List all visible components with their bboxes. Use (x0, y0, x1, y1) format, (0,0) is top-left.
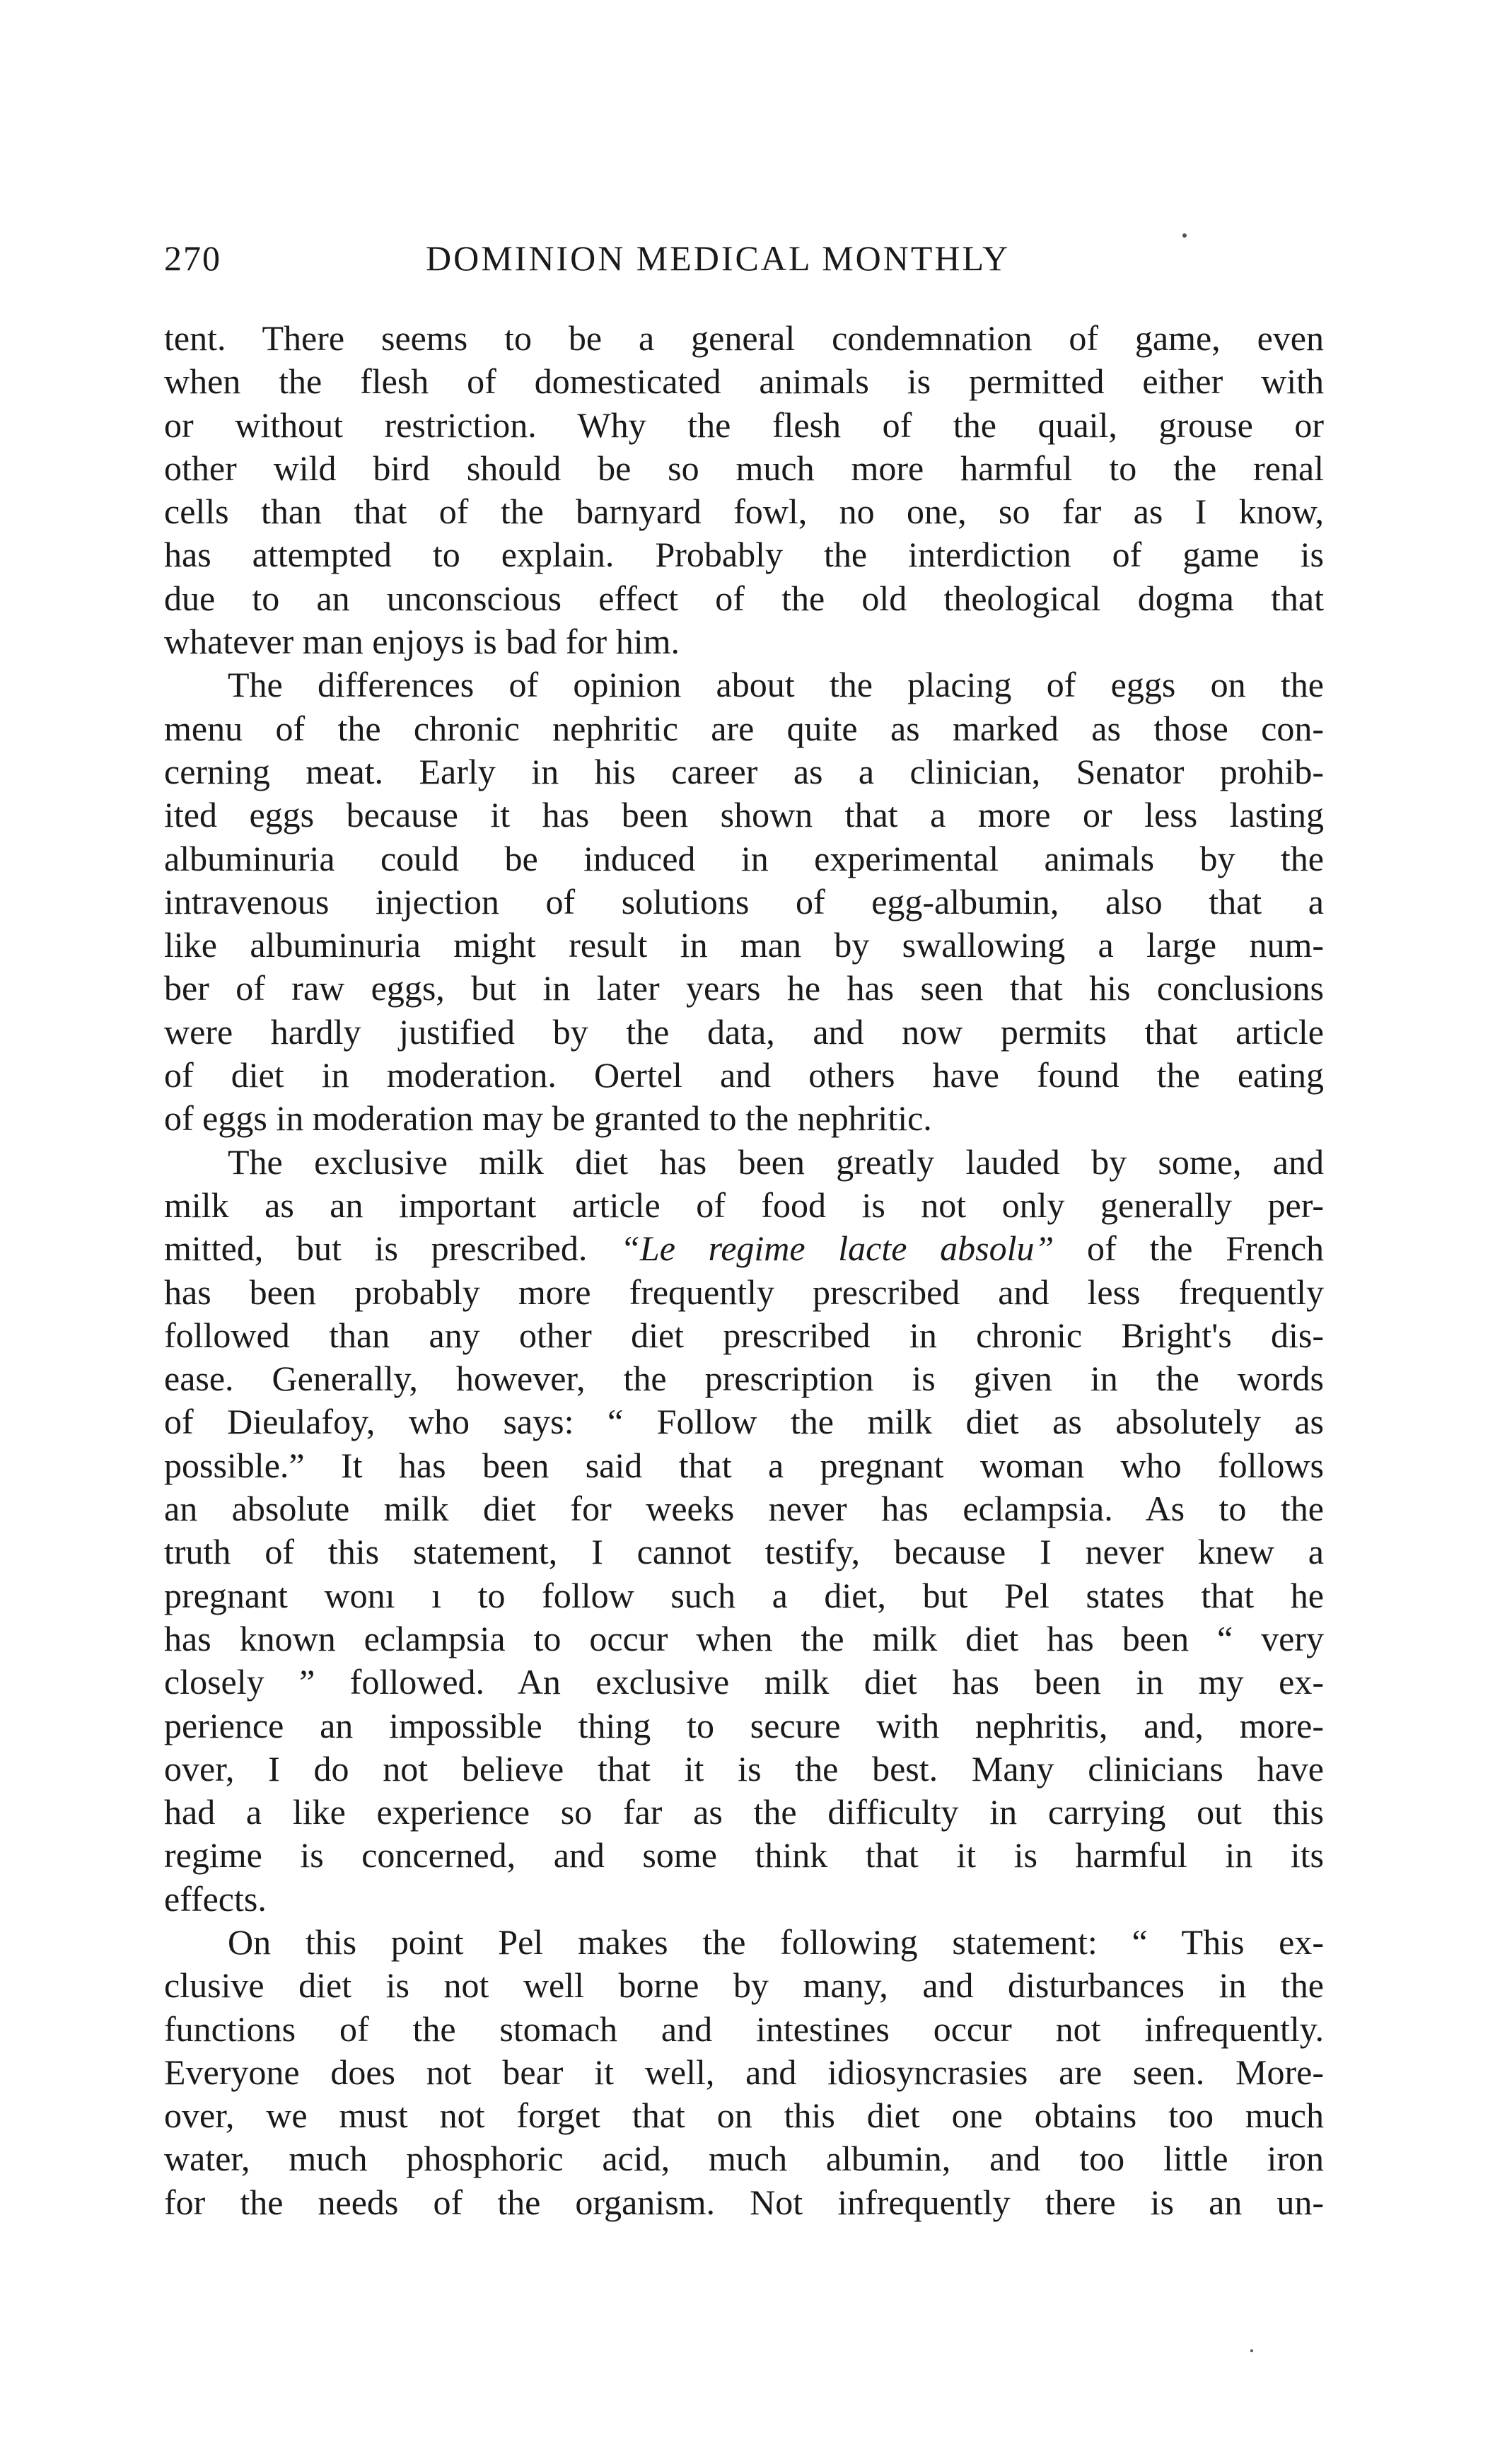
running-head (164, 233, 1324, 283)
text-line: closely ” followed. An exclusive milk diet has been in my ex- (164, 1662, 1324, 1702)
text-line: water, much phosphoric acid, much albumin, and too little iron (164, 2139, 1324, 2179)
text-line: followed than any other diet prescribed in chronic Bright's dis- (164, 1315, 1324, 1355)
text-line: over, I do not believe that it is the best. Many clinicians have (164, 1748, 1324, 1789)
text-line: for the needs of the organism. Not infrequently there is an un- (164, 2182, 1324, 2222)
ink-speck (1182, 233, 1187, 238)
text-line: Everyone does not bear it well, and idiosyncrasies are seen. More- (164, 2052, 1324, 2092)
text-line: an absolute milk diet for weeks never has eclampsia. As to the (164, 1489, 1324, 1529)
text-line: when the flesh of domesticated animals is permitted either with (164, 361, 1324, 402)
text-line: tent. There seems to be a general condemnation of game, even (164, 318, 1324, 358)
text-line: albuminuria could be induced in experimental animals by the (164, 838, 1324, 878)
text-line: cells than that of the barnyard fowl, no one, so far as I know, (164, 492, 1324, 532)
text-line: has attempted to explain. Probably the interdiction of game is (164, 535, 1324, 575)
text-line: milk as an important article of food is not only generally per- (164, 1185, 1324, 1225)
text-line: had a like experience so far as the difficulty in carrying out this (164, 1792, 1324, 1832)
text-line: over, we must not forget that on this diet one obtains too much (164, 2095, 1324, 2136)
ink-speck (1250, 2349, 1253, 2352)
journal-title: DOMINION MEDICAL MONTHLY (426, 238, 1011, 278)
text-line: or without restriction. Why the flesh of the quail, grouse or (164, 405, 1324, 445)
text-fragment: of the French (1087, 1228, 1325, 1269)
text-line: of diet in moderation. Oertel and others have found the eating (164, 1055, 1324, 1095)
text-line: clusive diet is not well borne by many, and disturbances in the (164, 1965, 1324, 2006)
text-line: effects. (164, 1878, 267, 1919)
text-line: ited eggs because it has been shown that a more or less lasting (164, 795, 1324, 835)
page-number: 270 (164, 238, 221, 278)
text-line: ease. Generally, however, the prescription is given in the words (164, 1359, 1324, 1399)
text-line: has known eclampsia to occur when the milk diet has been “ very (164, 1618, 1324, 1658)
text-line: due to an unconscious effect of the old theological dogma that (164, 578, 1324, 618)
text-line: pregnant wonı ı to follow such a diet, but Pel states that he (164, 1575, 1324, 1615)
body-text (164, 317, 1324, 2224)
paragraph (164, 317, 1324, 663)
text-line: ber of raw eggs, but in later years he has seen that his conclusions (164, 968, 1324, 1008)
italic-phrase: “Le regime lacte absolu” (620, 1228, 1054, 1269)
text-line: cerning meat. Early in his career as a clinician, Senator prohib- (164, 751, 1324, 791)
text-line: of Dieulafoy, who says: “ Follow the milk diet as absolutely as (164, 1402, 1324, 1442)
text-line: functions of the stomach and intestines occur not infrequently. (164, 2009, 1324, 2049)
text-line: other wild bird should be so much more harmful to the renal (164, 448, 1324, 488)
text-fragment: mitted, but is prescribed. (164, 1228, 588, 1269)
text-line: regime is concerned, and some think that it is harmful in its (164, 1835, 1324, 1876)
text-line: like albuminuria might result in man by swallowing a large num- (164, 925, 1324, 965)
text-line: whatever man enjoys is bad for him. (164, 622, 680, 662)
text-line: menu of the chronic nephritic are quite as marked as those con- (164, 708, 1324, 748)
text-line-with-italic (164, 1227, 1324, 1270)
paragraph (164, 663, 1324, 1140)
text-line: has been probably more frequently prescribed and less frequently (164, 1272, 1324, 1312)
text-line: of eggs in moderation may be granted to the nephritic. (164, 1098, 932, 1139)
text-line: possible.” It has been said that a pregnant woman who follows (164, 1445, 1324, 1485)
text-line: intravenous injection of solutions of egg-albumin, also that a (164, 881, 1324, 922)
paragraph (164, 1141, 1324, 1921)
text-line: truth of this statement, I cannot testify, because I never knew a (164, 1532, 1324, 1572)
paragraph (164, 1921, 1324, 2224)
text-line: The differences of opinion about the placing of eggs on the (228, 665, 1324, 705)
text-line: On this point Pel makes the following statement: “ This ex- (228, 1922, 1324, 1962)
text-line: were hardly justified by the data, and now permits that article (164, 1011, 1324, 1052)
text-line: perience an impossible thing to secure with nephritis, and, more- (164, 1705, 1324, 1745)
text-line: The exclusive milk diet has been greatly lauded by some, and (228, 1141, 1324, 1182)
